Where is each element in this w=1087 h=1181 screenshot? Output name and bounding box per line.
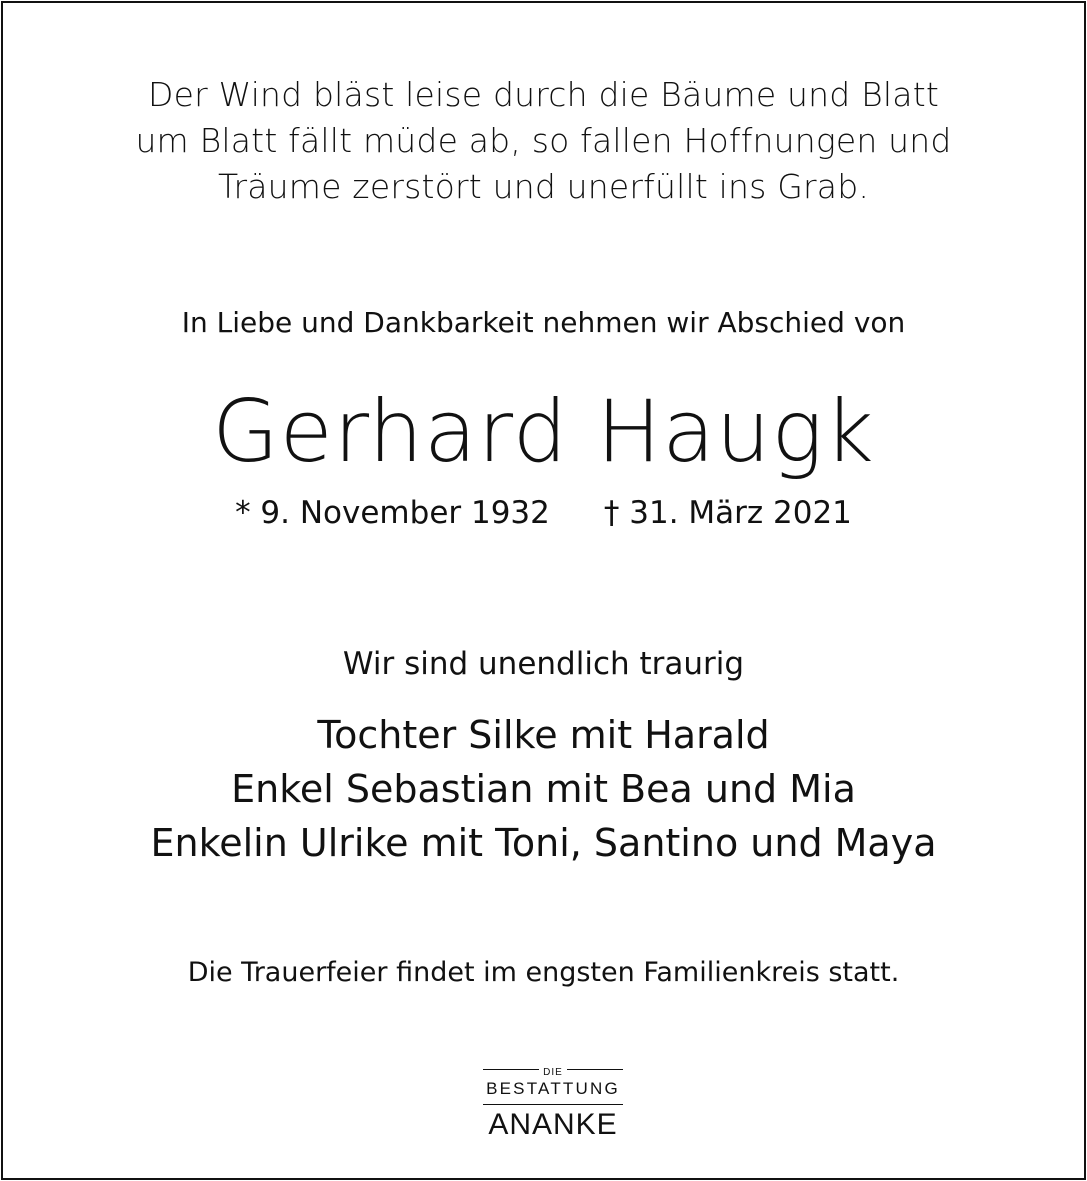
family-member: Tochter Silke mit Harald — [317, 713, 770, 757]
poem-line: um Blatt fällt müde ab, so fallen Hoffnungen und — [135, 121, 952, 160]
logo-rule-right — [567, 1069, 623, 1070]
logo-prefix-row — [477, 1062, 629, 1076]
deceased-name: Gerhard Haugk — [212, 382, 875, 482]
funeral-home-logo — [477, 1062, 629, 1142]
farewell-intro: In Liebe und Dankbarkeit nehmen wir Abschied von — [181, 306, 906, 339]
death-date: † 31. März 2021 — [603, 495, 852, 531]
logo-line2: ANANKE — [488, 1108, 618, 1141]
mourning-line: Wir sind unendlich traurig — [342, 646, 745, 682]
logo-rule-left — [483, 1069, 539, 1070]
birth-date: * 9. November 1932 — [235, 495, 550, 531]
poem-line: Träume zerstört und unerfüllt ins Grab. — [217, 167, 870, 206]
ceremony-note: Die Trauerfeier findet im engsten Familienkreis statt. — [187, 957, 900, 988]
poem-line: Der Wind bläst leise durch die Bäume und Blatt — [148, 75, 939, 114]
family-member: Enkelin Ulrike mit Toni, Santino und Maya — [150, 821, 937, 865]
life-dates — [0, 493, 1087, 533]
logo-divider — [483, 1104, 623, 1105]
poem — [0, 72, 1087, 210]
logo-line1: BESTATTUNG — [486, 1079, 620, 1098]
family-member: Enkel Sebastian mit Bea und Mia — [231, 767, 856, 811]
family-list — [0, 708, 1087, 870]
logo-prefix: DIE — [543, 1067, 563, 1078]
